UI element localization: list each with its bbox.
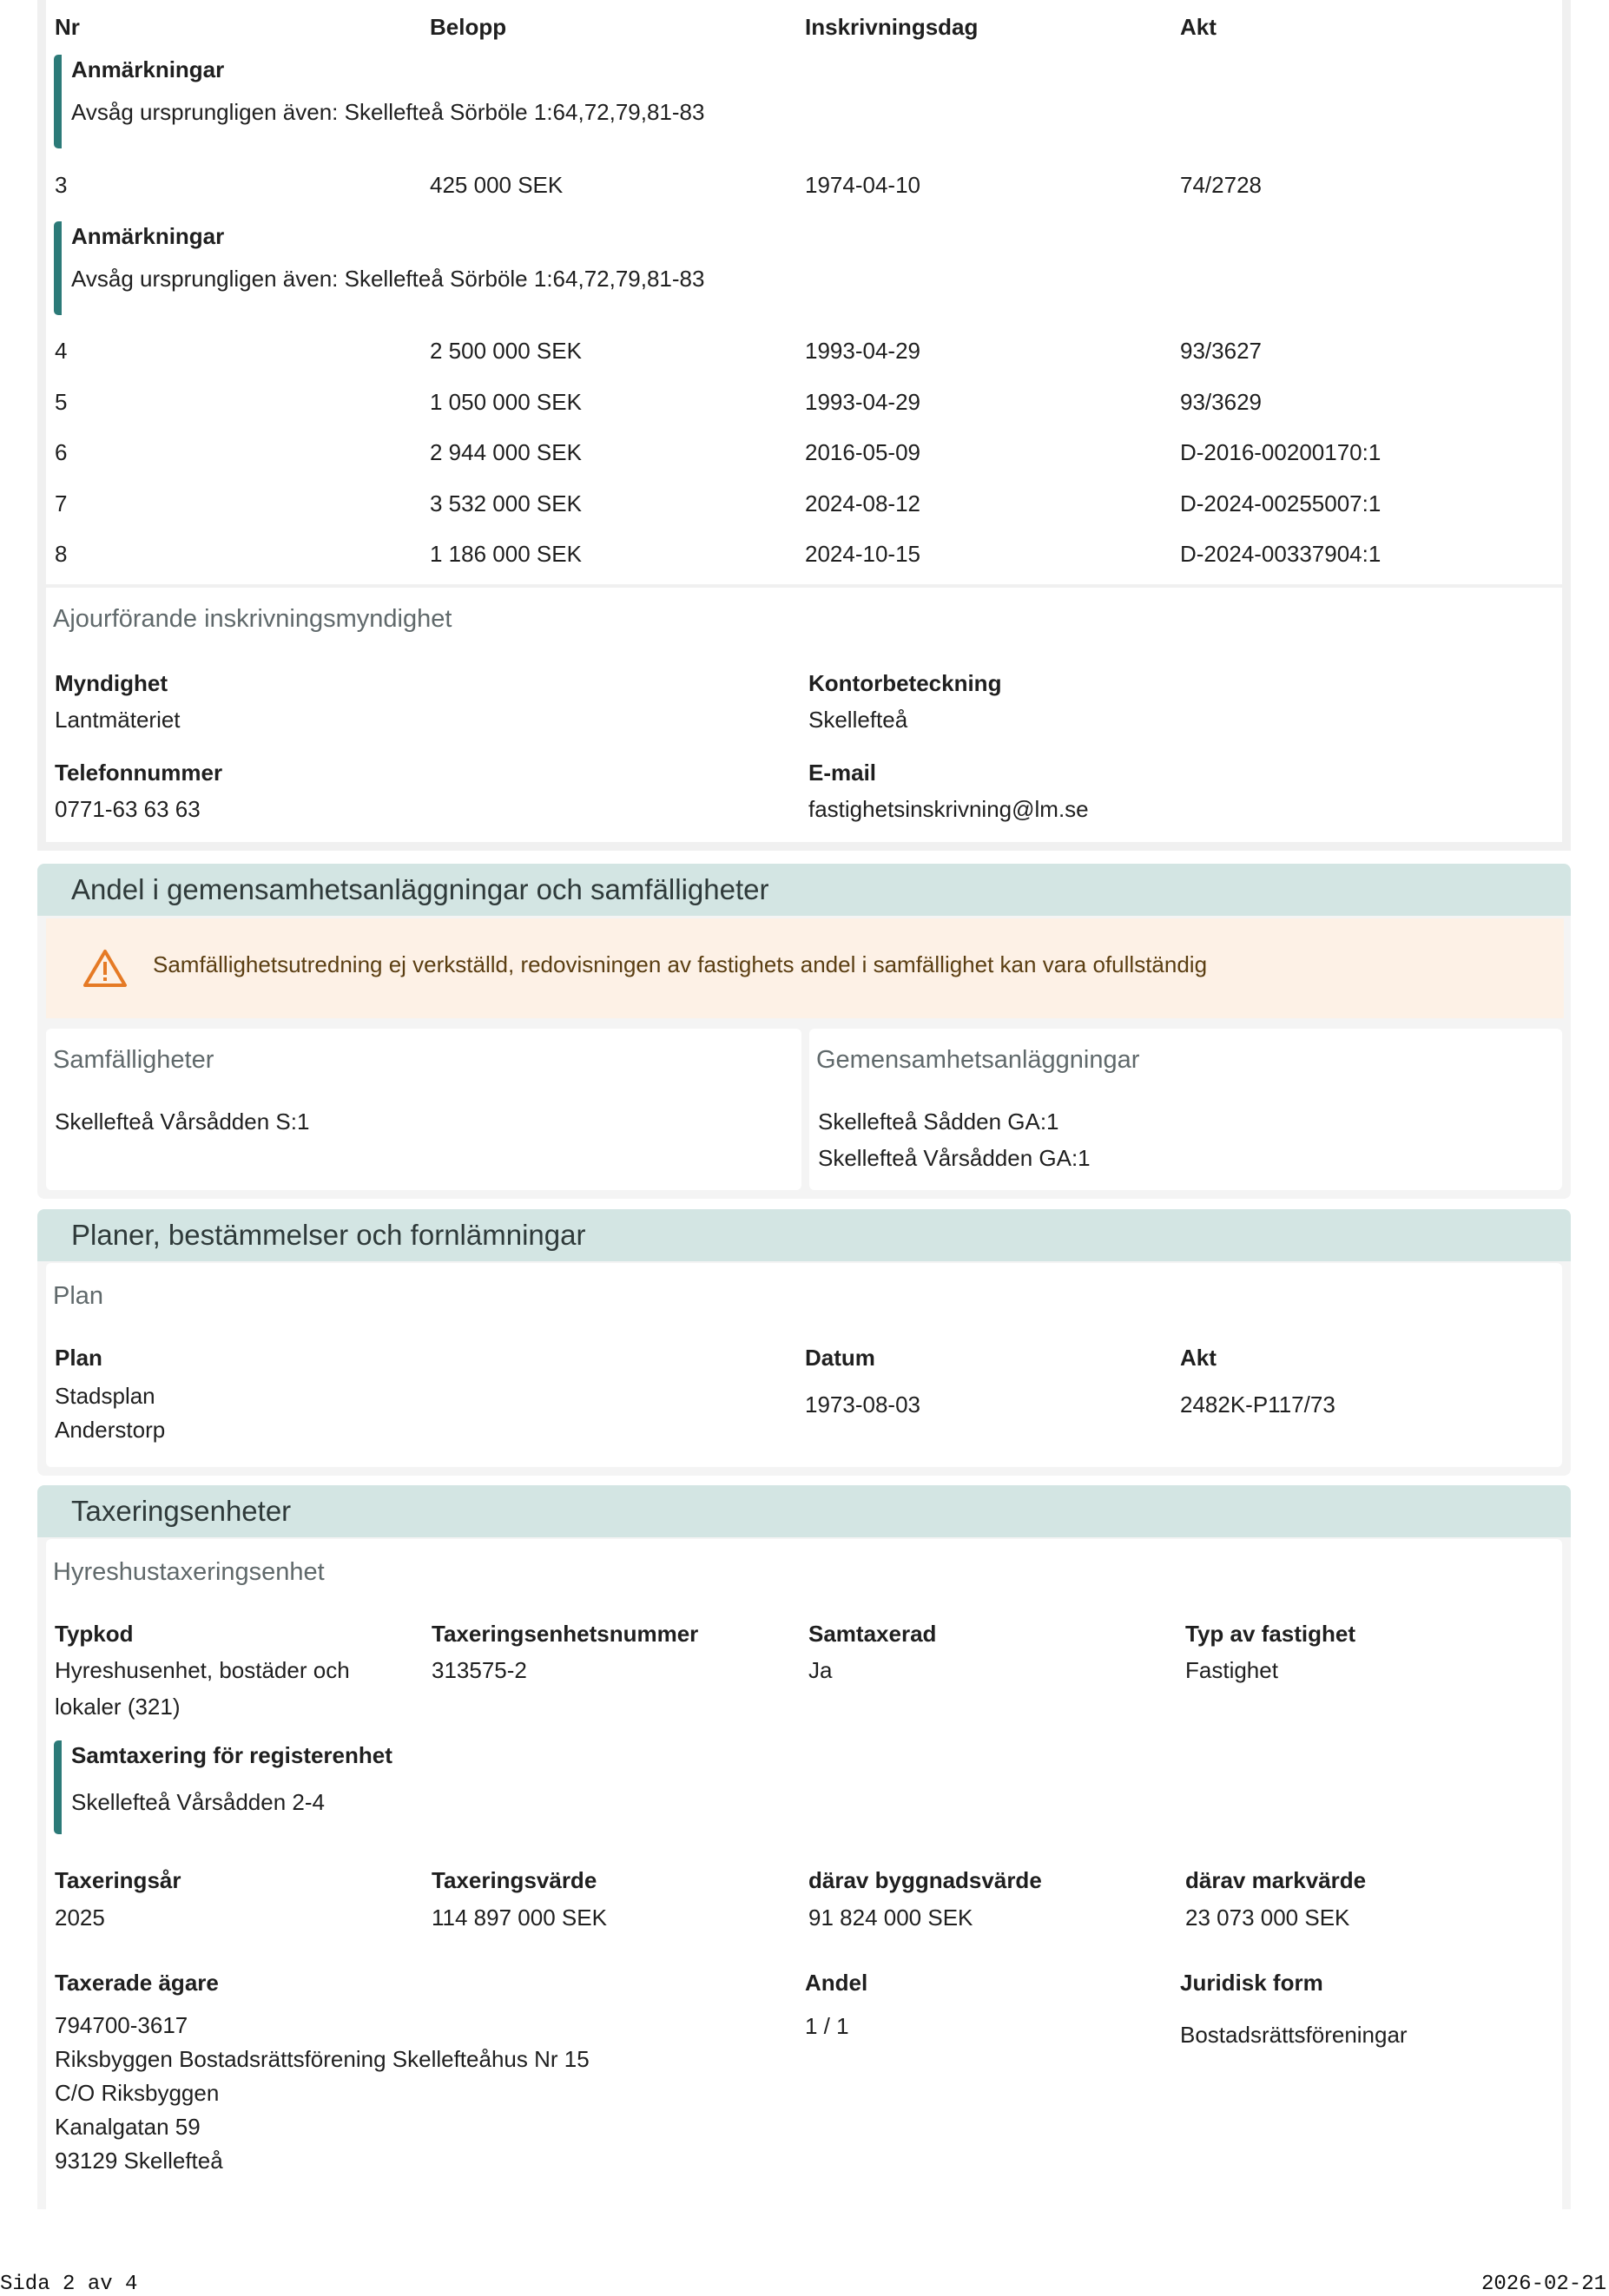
typkod-line: lokaler (321) bbox=[55, 1694, 181, 1720]
remark-text: Avsåg ursprungligen även: Skellefteå Sörböle 1:64,72,79,81-83 bbox=[71, 99, 705, 125]
ga-card bbox=[809, 1029, 1562, 1190]
ga-item: Skellefteå Vårsådden GA:1 bbox=[818, 1145, 1091, 1171]
row-belopp: 2 944 000 SEK bbox=[430, 439, 582, 465]
row-dag: 2024-10-15 bbox=[805, 541, 920, 567]
akt-label: Akt bbox=[1180, 1345, 1217, 1371]
typkod-line: Hyreshusenhet, bostäder och bbox=[55, 1657, 350, 1683]
typ-value: Fastighet bbox=[1185, 1657, 1278, 1683]
taxering-card bbox=[46, 1539, 1562, 2296]
planer-header: Planer, bestämmelser och fornlämningar bbox=[37, 1209, 1571, 1261]
remark-note bbox=[54, 221, 704, 315]
row-akt: 93/3629 bbox=[1180, 389, 1262, 415]
agare-line: 794700-3617 bbox=[55, 2012, 188, 2038]
plan-line: Stadsplan bbox=[55, 1383, 155, 1409]
markvarde-value: 23 073 000 SEK bbox=[1185, 1905, 1350, 1931]
agare-line: Riksbyggen Bostadsrättsförening Skellefteåhus Nr 15 bbox=[55, 2046, 590, 2072]
plan-label: Plan bbox=[55, 1345, 102, 1371]
samfalligheter-card bbox=[46, 1029, 801, 1190]
nummer-value: 313575-2 bbox=[432, 1657, 527, 1683]
row-nr: 4 bbox=[55, 338, 68, 364]
andel-label: Andel bbox=[805, 1970, 868, 1996]
remark-label: Anmärkningar bbox=[71, 56, 225, 82]
taxeringsar-label: Taxeringsår bbox=[55, 1867, 181, 1893]
row-nr: 8 bbox=[55, 541, 68, 567]
frame-bottom-line bbox=[37, 842, 1571, 851]
agare-line: Kanalgatan 59 bbox=[55, 2114, 201, 2140]
row-nr: 3 bbox=[55, 172, 68, 198]
samfallighet-item: Skellefteå Vårsådden S:1 bbox=[55, 1109, 310, 1135]
page-number: Sida 2 av 4 bbox=[0, 2273, 138, 2296]
row-belopp: 2 500 000 SEK bbox=[430, 338, 582, 364]
row-akt: D-2024-00337904:1 bbox=[1180, 541, 1381, 567]
telefon-value: 0771-63 63 63 bbox=[55, 796, 201, 822]
myndighet-value: Lantmäteriet bbox=[55, 707, 181, 733]
ga-item: Skellefteå Sådden GA:1 bbox=[818, 1109, 1059, 1135]
byggnadsvarde-value: 91 824 000 SEK bbox=[808, 1905, 973, 1931]
agare-label: Taxerade ägare bbox=[55, 1970, 219, 1996]
row-dag: 1993-04-29 bbox=[805, 389, 920, 415]
row-akt: 74/2728 bbox=[1180, 172, 1262, 198]
frame-right-line bbox=[1562, 0, 1571, 851]
myndighet-label: Myndighet bbox=[55, 670, 168, 696]
row-akt: 93/3627 bbox=[1180, 338, 1262, 364]
row-nr: 7 bbox=[55, 490, 68, 516]
footer-band bbox=[0, 2209, 1609, 2296]
samfalligheter-title: Samfälligheter bbox=[53, 1046, 214, 1074]
warning-text: Samfällighetsutredning ej verkställd, redovisningen av fastighets andel i samfällighet kan vara ofullständig bbox=[153, 951, 1208, 977]
agare-line: C/O Riksbyggen bbox=[55, 2080, 220, 2106]
taxeringsvarde-value: 114 897 000 SEK bbox=[432, 1905, 607, 1931]
email-label: E-mail bbox=[808, 760, 877, 786]
row-dag: 2024-08-12 bbox=[805, 490, 920, 516]
andel-value: 1 / 1 bbox=[805, 2013, 849, 2039]
juridisk-label: Juridisk form bbox=[1180, 1970, 1323, 1996]
col-header-nr: Nr bbox=[55, 14, 80, 40]
row-belopp: 1 186 000 SEK bbox=[430, 541, 582, 567]
row-dag: 1993-04-29 bbox=[805, 338, 920, 364]
typkod-value bbox=[55, 1652, 350, 1725]
print-date: 2026-02-21 bbox=[1480, 2273, 1606, 2296]
taxeringsvarde-label: Taxeringsvärde bbox=[432, 1867, 597, 1893]
row-belopp: 425 000 SEK bbox=[430, 172, 564, 198]
andel-header: Andel i gemensamhetsanläggningar och samfälligheter bbox=[37, 864, 1571, 916]
byggnadsvarde-label: därav byggnadsvärde bbox=[808, 1867, 1042, 1893]
remark-note bbox=[54, 55, 704, 148]
samtaxerad-label: Samtaxerad bbox=[808, 1621, 937, 1647]
taxering-title: Hyreshustaxeringsenhet bbox=[53, 1558, 325, 1586]
samtaxering-text: Skellefteå Vårsådden 2-4 bbox=[71, 1789, 325, 1815]
authority-title: Ajourförande inskrivningsmyndighet bbox=[53, 605, 452, 633]
plan-line: Anderstorp bbox=[55, 1417, 166, 1443]
plan-title: Plan bbox=[53, 1282, 104, 1310]
samtaxerad-value: Ja bbox=[808, 1657, 833, 1683]
row-akt: D-2024-00255007:1 bbox=[1180, 490, 1381, 516]
datum-label: Datum bbox=[805, 1345, 875, 1371]
remark-text: Avsåg ursprungligen även: Skellefteå Sörböle 1:64,72,79,81-83 bbox=[71, 266, 705, 292]
kontor-value: Skellefteå bbox=[808, 707, 908, 733]
taxering-header: Taxeringsenheter bbox=[37, 1485, 1571, 1537]
samtaxering-label: Samtaxering för registerenhet bbox=[71, 1742, 392, 1768]
datum-value: 1973-08-03 bbox=[805, 1391, 920, 1418]
typkod-label: Typkod bbox=[55, 1621, 134, 1647]
col-header-inskrivningsdag: Inskrivningsdag bbox=[805, 14, 979, 40]
plan-card bbox=[46, 1263, 1562, 1467]
row-belopp: 3 532 000 SEK bbox=[430, 490, 582, 516]
taxeringsar-value: 2025 bbox=[55, 1905, 105, 1931]
plan-value bbox=[55, 1379, 165, 1447]
row-nr: 5 bbox=[55, 389, 68, 415]
row-akt: D-2016-00200170:1 bbox=[1180, 439, 1381, 465]
col-header-akt: Akt bbox=[1180, 14, 1217, 40]
row-nr: 6 bbox=[55, 439, 68, 465]
ga-title: Gemensamhetsanläggningar bbox=[816, 1046, 1140, 1074]
email-value: fastighetsinskrivning@lm.se bbox=[808, 796, 1089, 822]
divider bbox=[46, 584, 1562, 588]
samtaxering-note bbox=[54, 1740, 392, 1834]
agare-line: 93129 Skellefteå bbox=[55, 2148, 223, 2174]
remark-label: Anmärkningar bbox=[71, 223, 225, 249]
kontor-label: Kontorbeteckning bbox=[808, 670, 1002, 696]
row-dag: 1974-04-10 bbox=[805, 172, 920, 198]
row-dag: 2016-05-09 bbox=[805, 439, 920, 465]
juridisk-value: Bostadsrättsföreningar bbox=[1180, 2022, 1408, 2048]
akt-value: 2482K-P117/73 bbox=[1180, 1391, 1335, 1418]
markvarde-label: därav markvärde bbox=[1185, 1867, 1367, 1893]
warning-icon bbox=[82, 948, 128, 988]
frame-left-line bbox=[37, 0, 46, 851]
agare-value bbox=[55, 2009, 590, 2178]
nummer-label: Taxeringsenhetsnummer bbox=[432, 1621, 699, 1647]
typ-label: Typ av fastighet bbox=[1185, 1621, 1356, 1647]
telefon-label: Telefonnummer bbox=[55, 760, 223, 786]
row-belopp: 1 050 000 SEK bbox=[430, 389, 582, 415]
col-header-belopp: Belopp bbox=[430, 14, 507, 40]
samfallighet-warning bbox=[46, 918, 1564, 1018]
